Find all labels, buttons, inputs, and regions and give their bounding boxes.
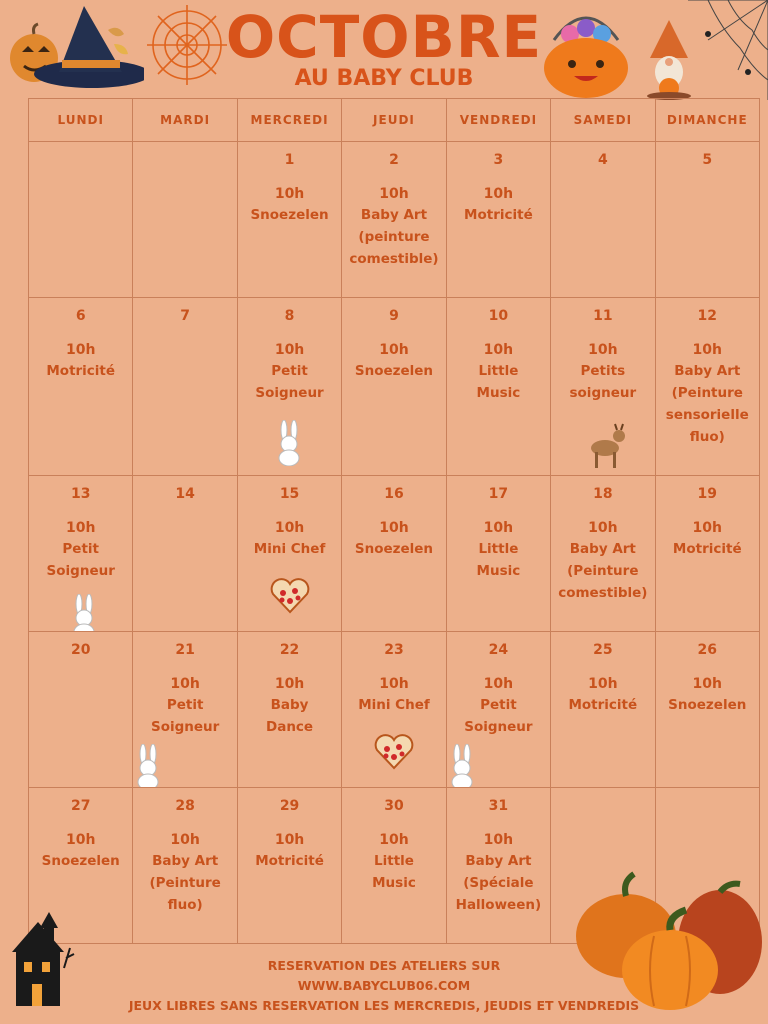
rabbit-icon: [69, 594, 99, 632]
activity-line: Soigneur: [46, 563, 115, 579]
pizza-heart-icon: [270, 576, 310, 614]
calendar-week-row: [29, 142, 760, 298]
day-number: 1: [284, 152, 295, 168]
weekday-tuesday: MARDI: [133, 99, 237, 142]
day-number: 21: [175, 642, 195, 658]
activity-time: 10h: [379, 186, 409, 202]
activity-line: soigneur: [569, 385, 637, 401]
activity-time: 10h: [65, 832, 96, 848]
day-number: 17: [488, 486, 509, 502]
calendar-week-row: [29, 298, 760, 476]
activity-line: comestible): [349, 251, 439, 267]
activity-line: (Peinture: [149, 875, 221, 891]
activity-name: [29, 538, 132, 582]
calendar-day-cell[interactable]: [237, 298, 341, 476]
activity-line: Soigneur: [150, 719, 220, 735]
activity-time: 10h: [379, 520, 409, 536]
activity-line: Motricité: [46, 363, 116, 379]
activity-time: 10h: [692, 342, 722, 358]
weekday-monday: LUNDI: [29, 99, 133, 142]
calendar-day-cell[interactable]: [342, 632, 446, 788]
page-title: OCTOBRE: [225, 3, 543, 71]
calendar-grid: [28, 98, 760, 944]
day-number: 2: [389, 152, 399, 168]
activity-line: Baby Art: [152, 853, 219, 869]
activity-time: 10h: [692, 520, 722, 536]
rabbit-icon: [274, 420, 304, 466]
activity-name: [656, 694, 759, 716]
calendar-day-cell[interactable]: [446, 298, 550, 476]
calendar-day-cell: [551, 142, 655, 298]
day-number: 30: [384, 798, 404, 814]
day-number: 11: [593, 308, 613, 324]
day-number: 24: [488, 642, 509, 658]
calendar-day-cell[interactable]: [237, 632, 341, 788]
calendar-day-cell[interactable]: [446, 142, 550, 298]
activity-line: sensorielle: [665, 407, 749, 423]
day-number: 19: [697, 486, 717, 502]
activity-line: Little: [478, 541, 519, 557]
activity-line: (Spéciale: [463, 875, 534, 891]
activity-line: Snoezelen: [41, 853, 120, 869]
calendar-day-cell[interactable]: [237, 476, 341, 632]
activity-line: Soigneur: [255, 385, 324, 401]
calendar-day-cell[interactable]: [342, 476, 446, 632]
activity-name: [447, 694, 550, 738]
activity-name: [238, 850, 341, 872]
calendar-day-cell[interactable]: [551, 476, 655, 632]
calendar-day-cell[interactable]: [446, 788, 550, 944]
calendar-day-cell[interactable]: [446, 476, 550, 632]
activity-line: Music: [372, 875, 416, 891]
activity-name: [447, 204, 550, 226]
day-number: 10: [488, 308, 509, 324]
activity-line: Snoezelen: [354, 363, 434, 379]
activity-name: [238, 360, 341, 404]
day-number: 16: [384, 486, 404, 502]
activity-time: 10h: [483, 342, 514, 358]
day-number: 25: [593, 642, 613, 658]
day-number: 31: [488, 798, 509, 814]
activity-name: [656, 538, 759, 560]
calendar-day-cell: [655, 142, 759, 298]
activity-time: 10h: [170, 676, 200, 692]
day-number: 13: [70, 486, 91, 502]
activity-line: Petit: [62, 541, 99, 557]
activity-line: Petit: [480, 697, 517, 713]
activity-line: Motricité: [672, 541, 742, 557]
calendar-day-cell[interactable]: [342, 142, 446, 298]
activity-line: Little: [478, 363, 519, 379]
activity-name: [238, 538, 341, 560]
calendar-day-cell: [29, 632, 133, 788]
activity-time: 10h: [170, 832, 200, 848]
day-number: 5: [702, 152, 713, 168]
activity-line: fluo): [689, 429, 725, 445]
calendar-day-cell[interactable]: [29, 298, 133, 476]
day-number: 3: [493, 152, 504, 168]
activity-name: [551, 694, 654, 716]
calendar-day-cell: [133, 476, 237, 632]
activity-line: Soigneur: [464, 719, 533, 735]
activity-time: 10h: [692, 676, 722, 692]
weekday-friday: VENDREDI: [446, 99, 550, 142]
day-number: 12: [697, 308, 717, 324]
pizza-heart-icon: [374, 732, 414, 770]
activity-line: Motricité: [464, 207, 533, 223]
activity-name: [29, 360, 132, 382]
activity-time: 10h: [379, 342, 409, 358]
activity-line: Baby Art: [569, 541, 636, 557]
activity-name: [133, 694, 236, 738]
day-number: 8: [284, 308, 295, 324]
activity-line: (Peinture: [567, 563, 639, 579]
activity-line: Halloween): [455, 897, 542, 913]
activity-name: [342, 538, 445, 560]
activity-time: 10h: [274, 186, 305, 202]
activity-time: 10h: [588, 342, 618, 358]
activity-time: 10h: [274, 832, 305, 848]
weekday-sunday: DIMANCHE: [655, 99, 759, 142]
weekday-thursday: JEUDI: [342, 99, 446, 142]
weekday-wednesday: MERCREDI: [237, 99, 341, 142]
day-number: 23: [384, 642, 404, 658]
activity-time: 10h: [379, 832, 409, 848]
calendar-day-cell[interactable]: [342, 298, 446, 476]
activity-line: fluo): [167, 897, 203, 913]
activity-time: 10h: [588, 676, 618, 692]
activity-line: Motricité: [568, 697, 638, 713]
calendar-day-cell[interactable]: [655, 298, 759, 476]
activity-line: (peinture: [358, 229, 430, 245]
activity-time: 10h: [274, 342, 305, 358]
day-number: 26: [697, 642, 717, 658]
activity-line: Music: [476, 385, 521, 401]
calendar-day-cell[interactable]: [133, 788, 237, 944]
activity-time: 10h: [274, 520, 305, 536]
calendar-day-cell[interactable]: [133, 632, 237, 788]
day-number: 4: [597, 152, 608, 168]
calendar-week-row: [29, 476, 760, 632]
footer-free-play-text: JEUX LIBRES SANS RESERVATION LES MERCREDIS, JEUDIS ET VENDREDIS: [128, 998, 640, 1013]
day-number: 6: [75, 308, 86, 324]
activity-name: [447, 850, 550, 916]
calendar-day-cell: [133, 142, 237, 298]
activity-line: Baby Art: [360, 207, 428, 223]
activity-name: [342, 694, 445, 716]
calendar-day-cell[interactable]: [29, 476, 133, 632]
day-number: 29: [279, 798, 300, 814]
calendar-week-row: [29, 632, 760, 788]
day-number: 28: [175, 798, 195, 814]
activity-time: 10h: [483, 520, 514, 536]
activity-line: Motricité: [255, 853, 324, 869]
activity-time: 10h: [483, 676, 514, 692]
day-number: 14: [175, 486, 195, 502]
activity-line: Little: [374, 853, 414, 869]
activity-line: Snoezelen: [250, 207, 329, 223]
activity-line: Snoezelen: [354, 541, 434, 557]
activity-line: Baby Art: [465, 853, 532, 869]
activity-line: comestible): [558, 585, 648, 601]
rabbit-icon: [447, 744, 477, 788]
activity-name: [447, 538, 550, 582]
activity-line: Mini Chef: [253, 541, 326, 557]
footer-reservation-text: RESERVATION DES ATELIERS SUR: [267, 958, 501, 973]
activity-name: [29, 850, 132, 872]
day-number: 18: [593, 486, 613, 502]
activity-name: [656, 360, 759, 448]
activity-name: [342, 850, 445, 894]
activity-time: 10h: [274, 676, 305, 692]
activity-name: [551, 360, 654, 404]
activity-name: [238, 694, 341, 738]
calendar-day-cell[interactable]: [237, 788, 341, 944]
activity-line: Snoezelen: [668, 697, 747, 713]
calendar-day-cell[interactable]: [342, 788, 446, 944]
day-number: 7: [180, 308, 190, 324]
day-number: 27: [70, 798, 91, 814]
calendar-day-cell: [29, 142, 133, 298]
activity-line: Music: [476, 563, 521, 579]
activity-line: Baby: [270, 697, 309, 713]
calendar-day-cell[interactable]: [655, 476, 759, 632]
activity-line: Mini Chef: [358, 697, 430, 713]
activity-name: [133, 850, 236, 916]
activity-line: Petit: [166, 697, 204, 713]
activity-time: 10h: [588, 520, 618, 536]
calendar-day-cell[interactable]: [446, 632, 550, 788]
calendar-day-cell[interactable]: [551, 632, 655, 788]
weekday-saturday: SAMEDI: [551, 99, 655, 142]
calendar-day-cell[interactable]: [551, 298, 655, 476]
calendar-day-cell[interactable]: [655, 632, 759, 788]
activity-time: 10h: [483, 832, 514, 848]
footer-website-link[interactable]: WWW.BABYCLUB06.COM: [297, 978, 471, 993]
activity-time: 10h: [483, 186, 514, 202]
activity-time: 10h: [65, 520, 96, 536]
calendar-day-cell: [133, 298, 237, 476]
activity-name: [447, 360, 550, 404]
day-number: 20: [70, 642, 91, 658]
activity-line: Dance: [266, 719, 314, 735]
calendar-day-cell[interactable]: [237, 142, 341, 298]
activity-line: Petit: [271, 363, 308, 379]
activity-time: 10h: [379, 676, 409, 692]
day-number: 15: [279, 486, 300, 502]
activity-line: Petits: [580, 363, 626, 379]
activity-name: [342, 204, 445, 270]
page-subtitle: AU BABY CLUB: [294, 66, 474, 91]
day-number: 9: [389, 308, 399, 324]
rabbit-icon: [133, 744, 163, 788]
weekday-header-row: [29, 99, 760, 142]
day-number: 22: [279, 642, 300, 658]
activity-time: 10h: [65, 342, 96, 358]
activity-line: (Peinture: [671, 385, 743, 401]
goat-icon: [587, 422, 627, 470]
activity-name: [551, 538, 654, 604]
activity-name: [238, 204, 341, 226]
activity-name: [342, 360, 445, 382]
activity-line: Baby Art: [674, 363, 741, 379]
